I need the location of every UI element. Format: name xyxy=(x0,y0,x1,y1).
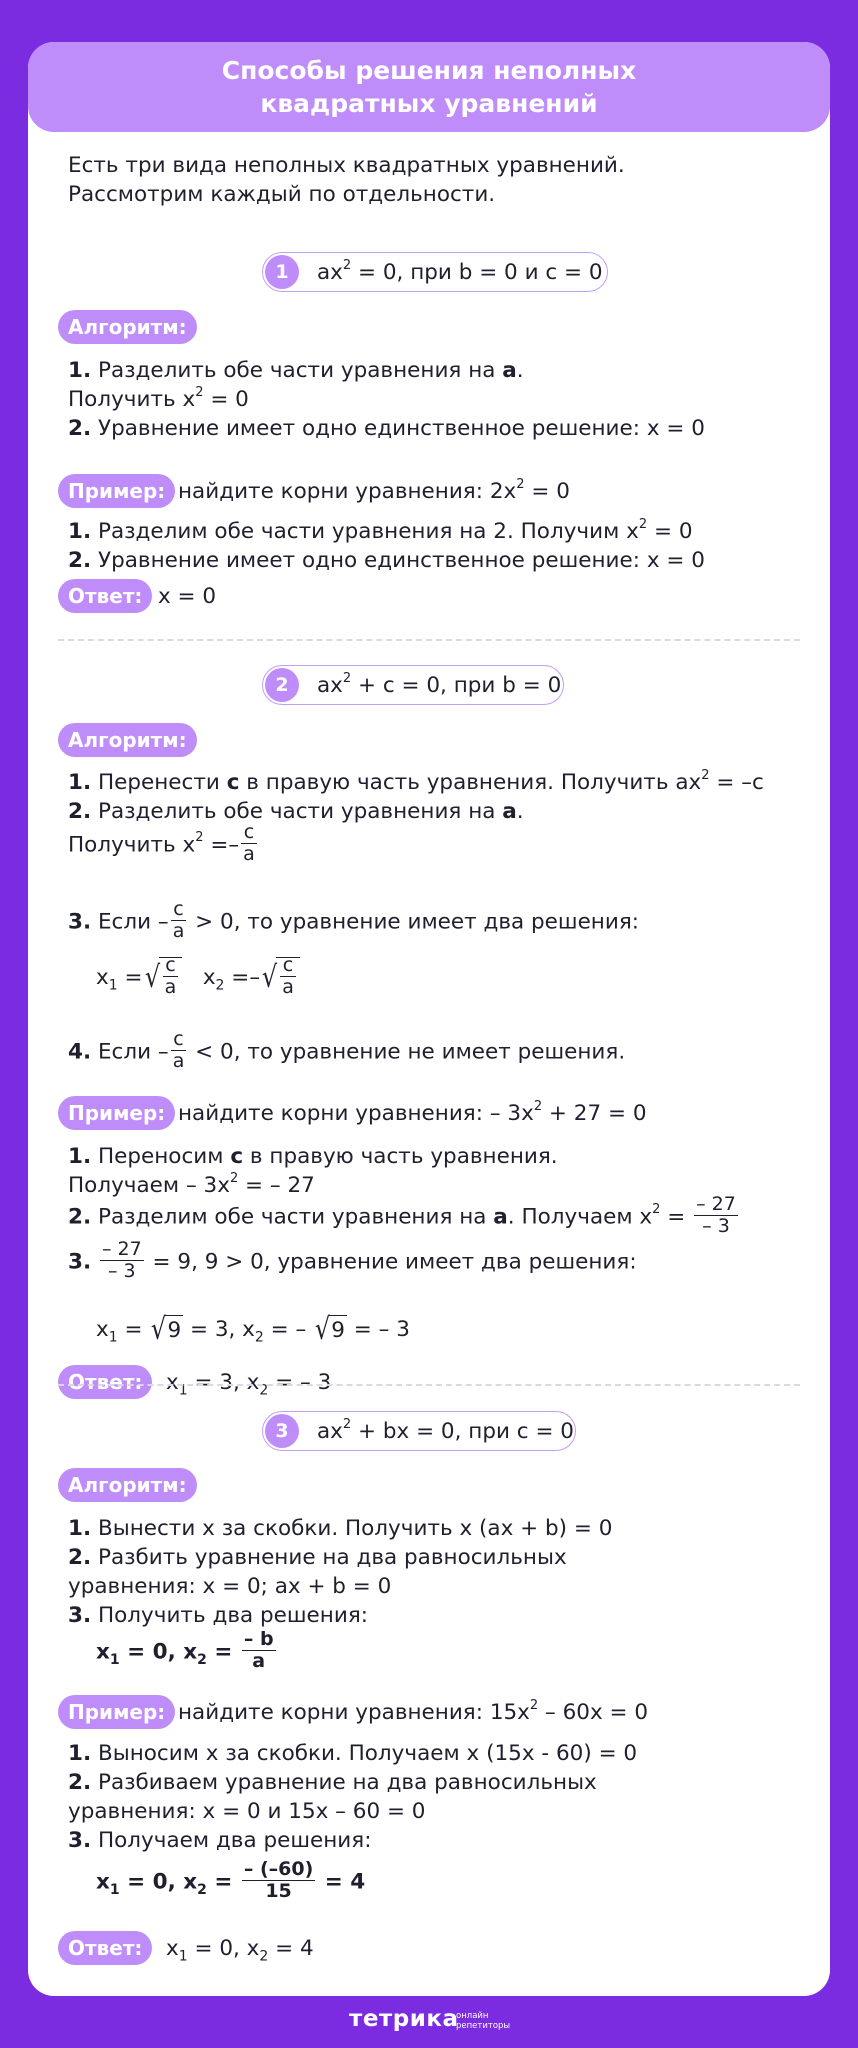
solution-steps: 1. Переносим c в правую часть уравнения. Получаем – $3x^2$ = – 27 xyxy=(68,1144,558,1198)
algorithm-label: Алгоритм: xyxy=(58,1468,197,1502)
algorithm-step-2-result: Получить $x^2$ =– $\frac{c}{a}$ xyxy=(68,821,255,865)
solution-step-2: 2. Разделим обе части уравнения на a. Получаем $x^2$ = $\frac{- 27}{- 3}$ xyxy=(68,1193,736,1237)
solution-steps: 1. Разделим обе части уравнения на 2. Получим $x^2 = 0$ 2. Уравнение имеет одно единственное решение: x = 0 xyxy=(68,516,705,573)
example-text: найдите корни уравнения: $15x^2 - 60x = 0$ xyxy=(178,1697,649,1725)
algorithm-steps: 1. Разделить обе части уравнения на a. Получить $x^2 = 0$ 2. Уравнение имеет одно единственное решение: x = 0 xyxy=(68,358,705,441)
algorithm-roots: $x_1 = 0$, $x_2$ = $\frac{- b}{a}$ xyxy=(96,1628,274,1672)
divider xyxy=(58,639,800,641)
footer xyxy=(0,2006,858,2042)
section-equation: $ax^2 + c = 0$, при b = 0 xyxy=(317,670,562,698)
title-line-1: Способы решения неполных xyxy=(221,56,637,85)
solution-roots: $x_1 = 0$, $x_2$ = $\frac{- (-60)}{15}$ = 4 xyxy=(96,1858,366,1902)
answer-value: $x_1 = 3$, $x_2$ = – 3 xyxy=(166,1370,332,1399)
section-equation: $ax^2$ + bx = 0, при c = 0 xyxy=(317,1416,574,1444)
example-label: Пример: xyxy=(58,474,175,508)
answer-label: Ответ: xyxy=(58,579,152,613)
example-text: найдите корни уравнения: – $3x^2 + 27 = 0$ xyxy=(178,1098,647,1126)
solution-roots: $x_1 = √9 = 3$, $x_2$ = – √9 = – 3 xyxy=(96,1312,410,1347)
solution-steps: 1. Выносим x за скобки. Получаем x (15x - 60) = 0 2. Разбиваем уравнение на два равносильных уравнения: x = 0 и 15x – 60 = 0 3. Получаем два решения: xyxy=(68,1741,638,1853)
example-text: найдите корни уравнения: $2x^2 = 0$ xyxy=(178,476,570,504)
section-1-heading xyxy=(262,252,608,292)
algorithm-steps: 1. Вынести x за скобки. Получить x (ax + b) = 0 2. Разбить уравнение на два равносильных уравнения: x = 0; ax + b = 0 3. Получить два решения: xyxy=(68,1516,613,1628)
section-number: 1 xyxy=(265,255,299,289)
algorithm-roots: $x_1$ =√ $\frac{c}{a}$ $x_2$ =–√ $\frac{c}{a}$ xyxy=(96,957,300,999)
section-number: 3 xyxy=(265,1414,299,1448)
algorithm-steps: 1. Перенести c в правую часть уравнения. Получить $ax^2 = -c$ 2. Разделить обе части уравнения на a. xyxy=(68,767,764,824)
intro-text: Есть три вида неполных квадратных уравнений. Рассмотрим каждый по отдельности. xyxy=(68,153,625,207)
algorithm-label: Алгоритм: xyxy=(58,723,197,757)
section-number: 2 xyxy=(265,668,299,702)
brand-logo: тетрика xyxy=(349,2006,459,2032)
algorithm-step-3: 3. Если – $\frac{c}{a}$ > 0, то уравнение имеет два решения: xyxy=(68,898,640,942)
answer-label: Ответ: xyxy=(58,1365,152,1399)
fraction-c-over-a: $\frac{c}{a}$ xyxy=(243,821,255,865)
brand-tagline: онлайн репетиторы xyxy=(456,2011,511,2031)
section-2-heading xyxy=(262,665,564,705)
algorithm-step-4: 4. Если – $\frac{c}{a}$ < 0, то уравнение не имеет решения. xyxy=(68,1028,626,1072)
title-line-2: квадратных уравнений xyxy=(260,89,598,118)
page-title xyxy=(28,42,830,132)
algorithm-label: Алгоритм: xyxy=(58,310,197,344)
answer-value: $x_1 = 0$, $x_2 = 4$ xyxy=(166,1936,314,1965)
section-3-heading xyxy=(262,1411,576,1451)
divider xyxy=(58,1384,800,1386)
section-equation: $ax^2 = 0$, при b = 0 и c = 0 xyxy=(317,257,603,285)
example-label: Пример: xyxy=(58,1695,175,1729)
answer-label: Ответ: xyxy=(58,1931,152,1965)
solution-step-3: 3. $\frac{- 27}{- 3}$ = 9, 9 > 0, уравнение имеет два решения: xyxy=(68,1238,637,1282)
example-label: Пример: xyxy=(58,1096,175,1130)
content-card xyxy=(28,42,830,1996)
answer-value: x = 0 xyxy=(158,584,217,609)
